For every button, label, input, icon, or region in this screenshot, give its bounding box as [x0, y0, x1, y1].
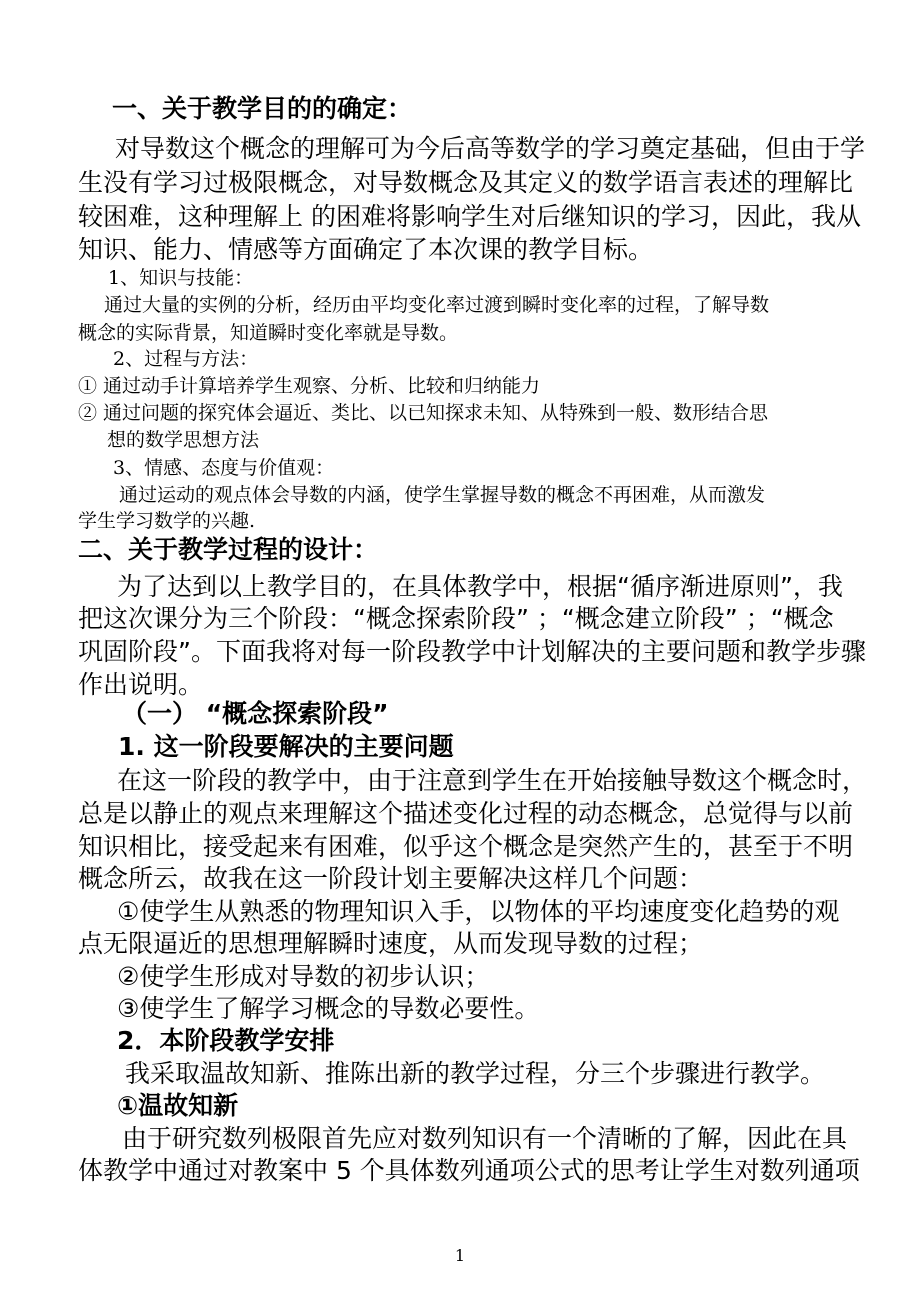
paragraph-line: 较困难，这种理解上 的困难将影响学生对后继知识的学习，因此，我从 [78, 202, 861, 231]
list-item: ③使学生了解学习概念的导数必要性。 [117, 994, 540, 1023]
subheading-knowledge-skills: 1、知识与技能： [108, 267, 254, 289]
list-item: ① 通过动手计算培养学生观察、分析、比较和归纳能力 [78, 375, 541, 397]
heading-teaching-goals: 一、关于教学目的的确定： [112, 94, 413, 123]
page-number: 1 [454, 1246, 466, 1265]
paragraph-line: 知识相比，接受起来有困难，似乎这个概念是突然产生的，甚至于不明 [78, 832, 854, 861]
subheading-process-methods: 2、过程与方法： [113, 348, 259, 370]
paragraph-line: 对导数这个概念的理解可为今后高等数学的学习奠定基础，但由于学 [115, 134, 866, 163]
paragraph-line: 生没有学习过极限概念，对导数概念及其定义的数学语言表述的理解比 [78, 168, 854, 197]
paragraph-line: 概念所云，故我在这一阶段计划主要解决这样几个问题： [78, 864, 704, 893]
paragraph-line: 概念的实际背景，知道瞬时变化率就是导数。 [78, 322, 459, 344]
heading-teaching-process: 二、关于教学过程的设计： [78, 535, 379, 564]
paragraph-line: 为了达到以上教学目的，在具体教学中，根据“循序渐进原则”，我 [117, 572, 843, 601]
list-item-continuation: 想的数学思想方法 [107, 429, 260, 451]
paragraph-line: 通过运动的观点体会导数的内涵，使学生掌握导数的概念不再困难，从而激发 [119, 484, 766, 506]
list-item-continuation: 点无限逼近的思想理解瞬时速度，从而发现导数的过程； [78, 929, 704, 958]
subheading-main-problems: 1. 这一阶段要解决的主要问题 [118, 732, 454, 761]
subheading-review: ①温故知新 [117, 1091, 239, 1120]
list-item: ② 通过问题的探究体会逼近、类比、以已知探求未知、从特殊到一般、数形结合思 [78, 402, 769, 424]
paragraph-line: 作出说明。 [78, 670, 204, 699]
paragraph-line: 我采取温故知新、推陈出新的教学过程，分三个步骤进行教学。 [125, 1059, 826, 1088]
list-item: ①使学生从熟悉的物理知识入手，以物体的平均速度变化趋势的观 [117, 897, 840, 926]
paragraph-line: 通过大量的实例的分析，经历由平均变化率过渡到瞬时变化率的过程，了解导数 [104, 294, 770, 316]
paragraph-line: 学生学习数学的兴趣. [78, 510, 256, 532]
paragraph-line: 由于研究数列极限首先应对数列知识有一个清晰的了解，因此在具 [122, 1124, 848, 1153]
paragraph-line: 知识、能力、情感等方面确定了本次课的教学目标。 [78, 235, 654, 264]
paragraph-line: 在这一阶段的教学中，由于注意到学生在开始接触导数这个概念时， [117, 766, 868, 795]
paragraph-line: 体教学中通过对教案中 5 个具体数列通项公式的思考让学生对数列通项 [78, 1156, 860, 1185]
list-item: ②使学生形成对导数的初步认识； [117, 962, 490, 991]
paragraph-line: 把这次课分为三个阶段：“概念探索阶段” ；“概念建立阶段” ；“概念 [78, 604, 834, 633]
subheading-attitude-values: 3、情感、态度与价值观： [113, 457, 335, 479]
section-concept-exploration: （一） “概念探索阶段” [122, 699, 389, 728]
paragraph-line: 巩固阶段”。下面我将对每一阶段教学中计划解决的主要问题和教学步骤 [78, 637, 866, 666]
subheading-teaching-arrangement: 2．本阶段教学安排 [117, 1026, 335, 1055]
paragraph-line: 总是以静止的观点来理解这个描述变化过程的动态概念，总觉得与以前 [78, 799, 854, 828]
